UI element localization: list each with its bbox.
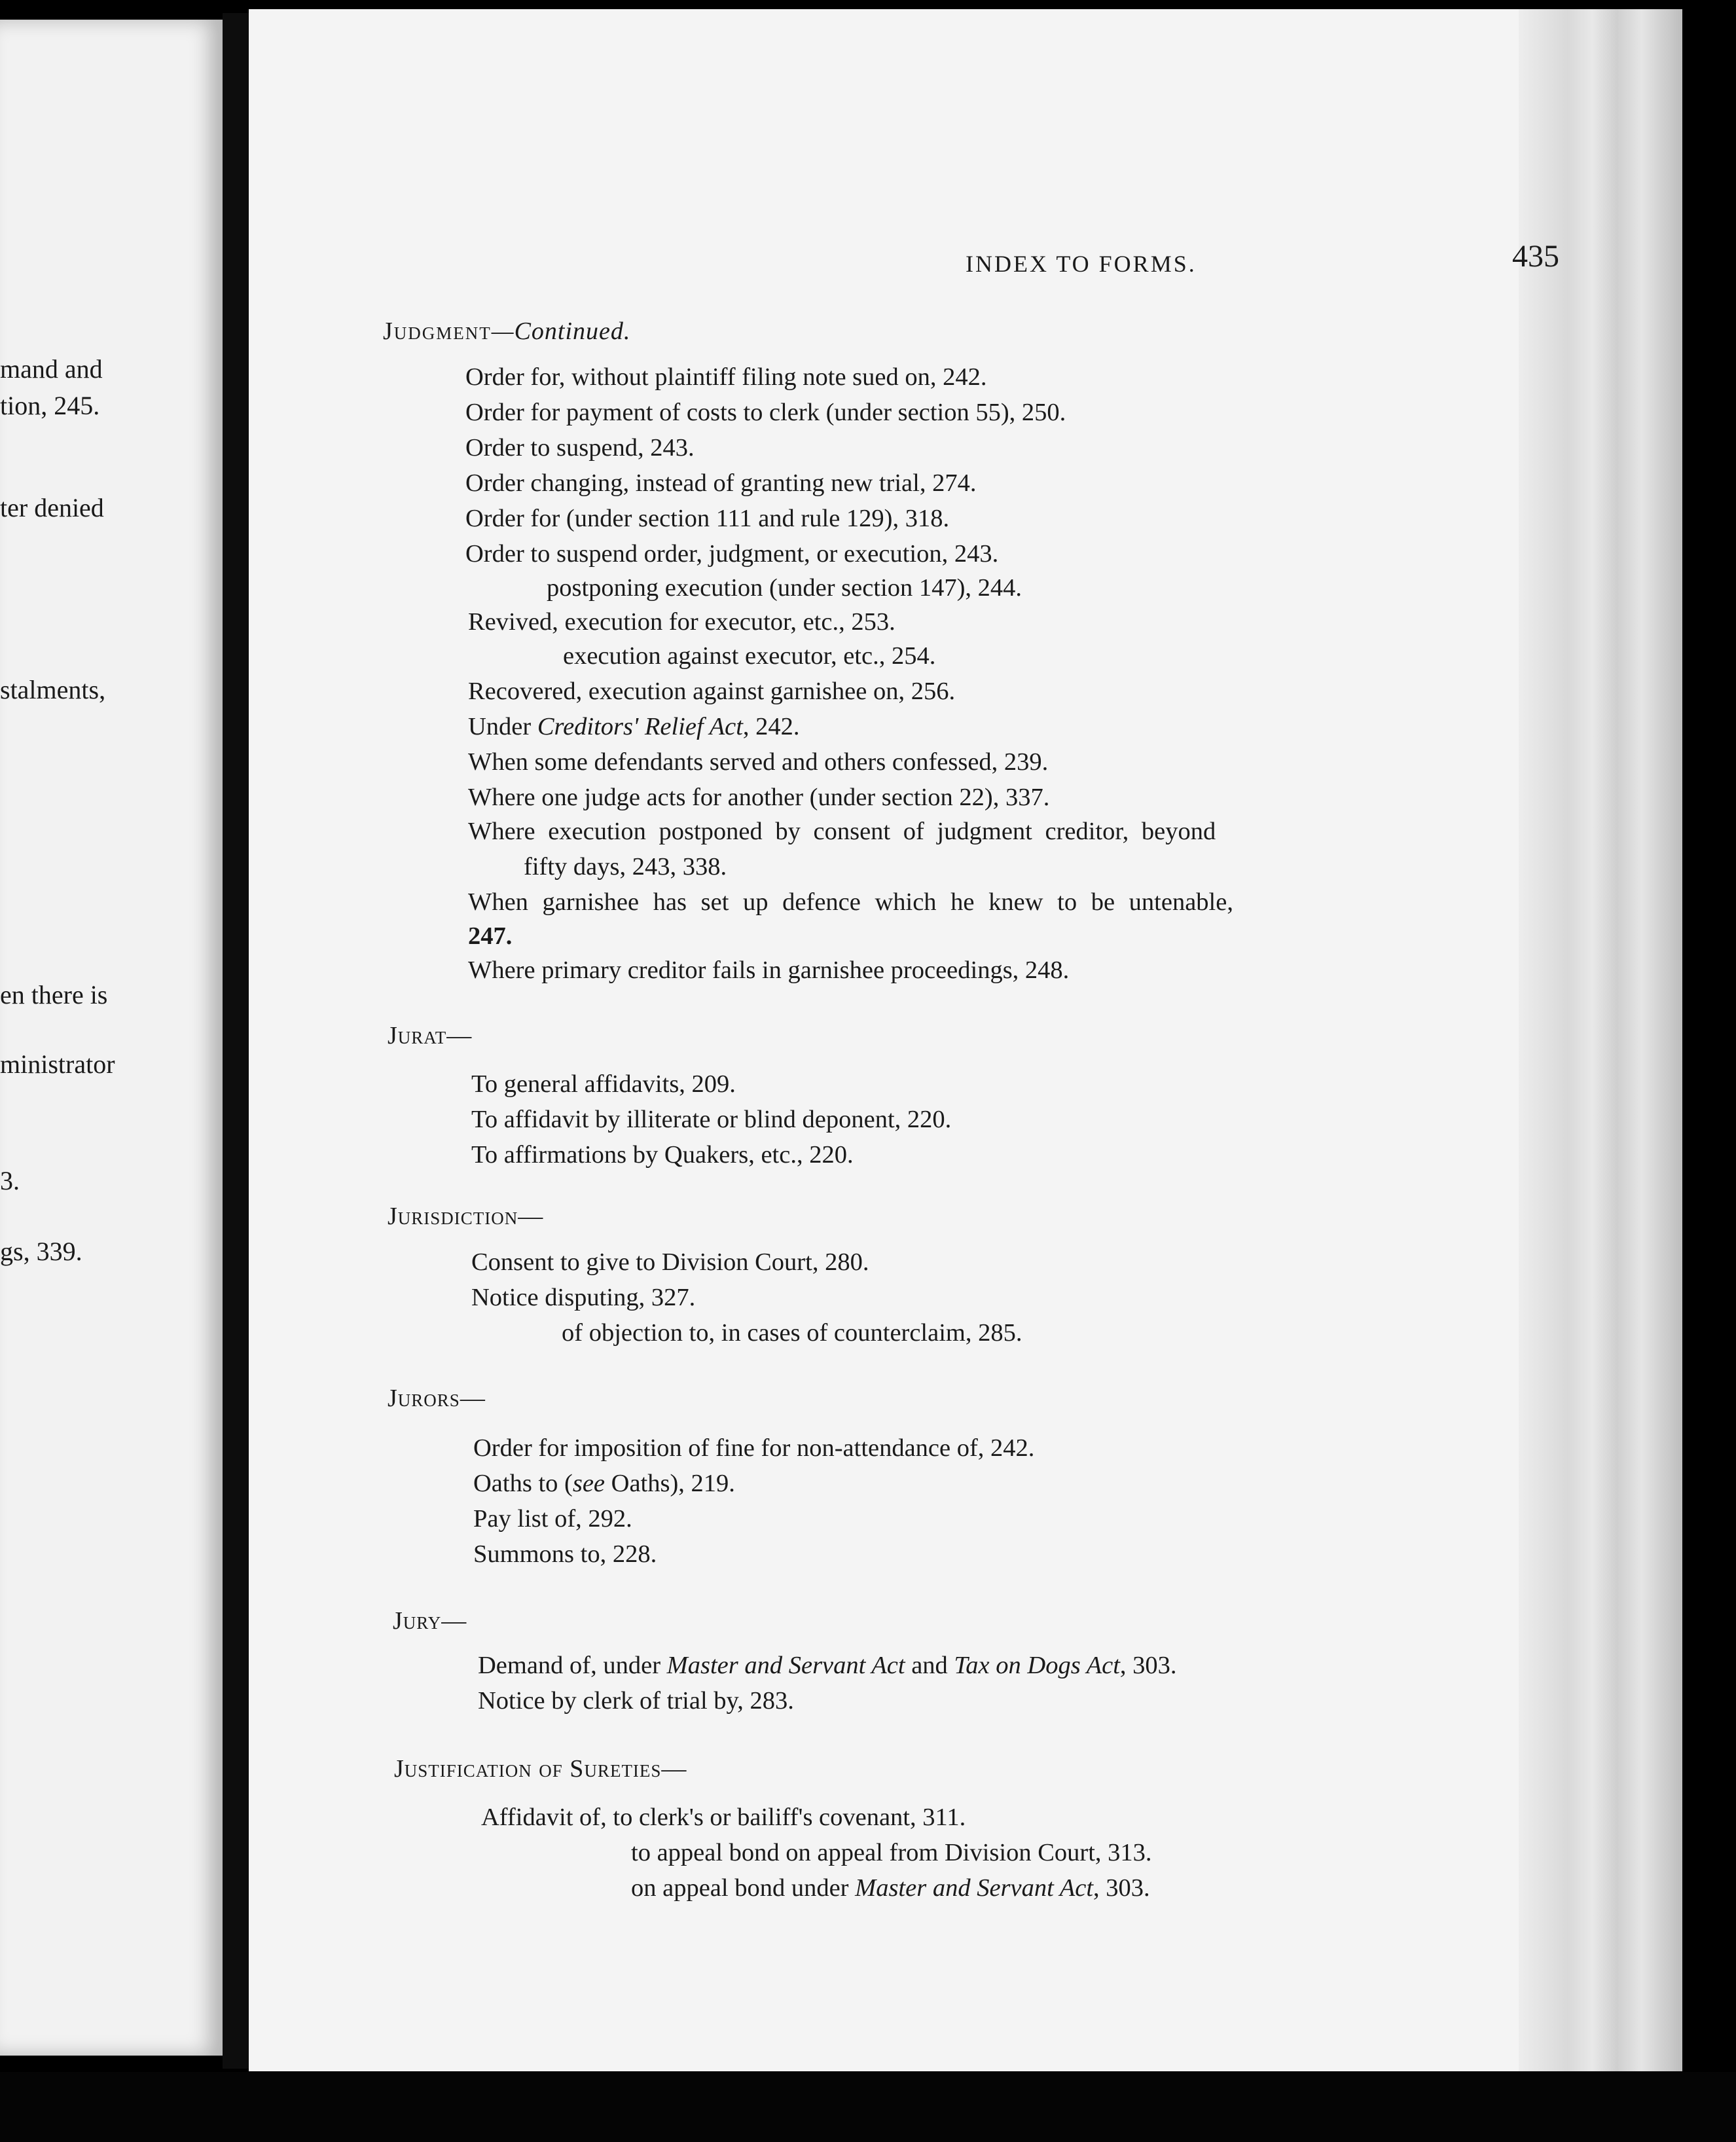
entry-heading-sureties: Justification of Sureties— <box>394 1755 687 1783</box>
scan-bottom-border <box>0 2072 1736 2142</box>
index-line: Order for imposition of fine for non-attendance of, 242. <box>473 1434 1035 1462</box>
index-line: fifty days, 243, 338. <box>524 853 727 880</box>
index-line: To affirmations by Quakers, etc., 220. <box>471 1141 854 1169</box>
left-page-line: stalments, <box>0 675 106 704</box>
index-line: of objection to, in cases of counterclaim, 285. <box>562 1319 1022 1347</box>
index-line: When some defendants served and others confessed, 239. <box>468 748 1049 776</box>
index-line: When garnishee has set up defence which he knew to be untenable, <box>468 888 1233 916</box>
index-line: Recovered, execution against garnishee on, 256. <box>468 678 956 705</box>
right-page <box>249 9 1682 2071</box>
page-number: 435 <box>1512 239 1559 274</box>
index-line: Where primary creditor fails in garnishee proceedings, 248. <box>468 956 1070 984</box>
running-head: INDEX TO FORMS. <box>966 251 1197 277</box>
index-line: Summons to, 228. <box>473 1540 657 1568</box>
index-line: Order to suspend, 243. <box>465 434 695 462</box>
index-line: Notice disputing, 327. <box>471 1284 696 1311</box>
index-line: Order for, without plaintiff filing note sued on, 242. <box>465 363 987 391</box>
index-line: Order for payment of costs to clerk (under section 55), 250. <box>465 399 1066 426</box>
index-line: Order to suspend order, judgment, or execution, 243. <box>465 540 999 568</box>
index-line: Where execution postponed by consent of judgment creditor, beyond <box>468 818 1216 845</box>
index-line: To affidavit by illiterate or blind deponent, 220. <box>471 1106 952 1133</box>
index-line: Order for (under section 111 and rule 129), 318. <box>465 505 950 532</box>
left-page-line: ter denied <box>0 493 104 522</box>
left-page-line: en there is <box>0 980 108 1009</box>
left-page-line: ministrator <box>0 1049 115 1079</box>
left-page-line: mand and <box>0 354 103 384</box>
index-line: Pay list of, 292. <box>473 1505 632 1533</box>
entry-heading-judgment <box>383 317 630 346</box>
entry-heading-jurors: Jurors— <box>388 1385 486 1412</box>
page-edge <box>1519 9 1682 2071</box>
index-line: Where one judge acts for another (under section 22), 337. <box>468 784 1050 811</box>
book-gutter <box>223 13 249 2069</box>
left-page-line: gs, 339. <box>0 1237 82 1266</box>
index-line: Order changing, instead of granting new trial, 274. <box>465 469 977 497</box>
index-line: Under Creditors' Relief Act, 242. <box>468 713 800 740</box>
left-page-line: tion, 245. <box>0 391 100 420</box>
entry-continued: —Continued. <box>491 318 631 345</box>
index-line: execution against executor, etc., 254. <box>563 642 936 670</box>
left-page-fragment <box>0 20 223 2056</box>
index-line: Demand of, under Master and Servant Act and Tax on Dogs Act, 303. <box>478 1652 1177 1679</box>
index-line: 247. <box>468 922 513 950</box>
entry-heading-jurisdiction: Jurisdiction— <box>388 1203 544 1230</box>
index-line: Revived, execution for executor, etc., 253. <box>468 608 895 636</box>
index-line: Notice by clerk of trial by, 283. <box>478 1687 794 1715</box>
index-line: postponing execution (under section 147), 244. <box>547 574 1022 602</box>
index-line: on appeal bond under Master and Servant Act, 303. <box>631 1874 1150 1902</box>
index-line: Oaths to (see Oaths), 219. <box>473 1470 735 1497</box>
entry-heading-jurat: Jurat— <box>388 1022 473 1049</box>
entry-label: Judgment <box>383 318 492 345</box>
left-page-line: 3. <box>0 1166 20 1195</box>
index-line: Affidavit of, to clerk's or bailiff's covenant, 311. <box>481 1804 966 1831</box>
index-line: Consent to give to Division Court, 280. <box>471 1248 869 1276</box>
index-line: To general affidavits, 209. <box>471 1070 736 1098</box>
entry-heading-jury: Jury— <box>393 1607 467 1635</box>
index-line: to appeal bond on appeal from Division Court, 313. <box>631 1839 1152 1866</box>
